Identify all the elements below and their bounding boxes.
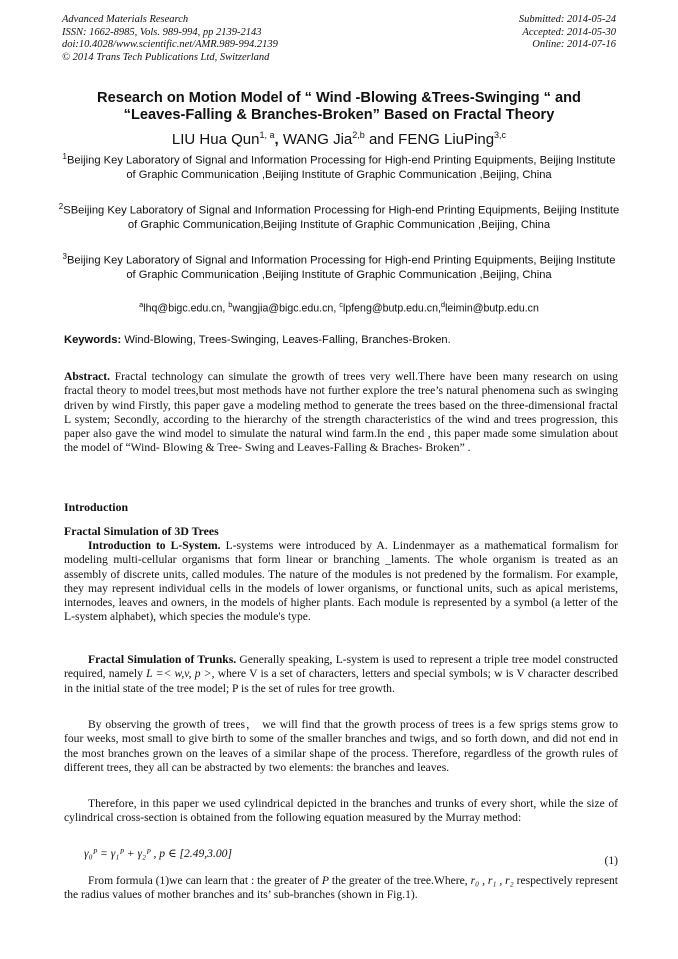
journal-name: Advanced Materials Research: [62, 14, 189, 25]
affiliation-1-text: Beijing Key Laboratory of Signal and Information Processing for High-end Printing Equipments, Beijing Institute of Graphic Communication ,Beijing Institute of Graphic Communication ,Beijing, China: [66, 154, 616, 182]
equation-number: (1): [604, 854, 618, 867]
author-list: LIU Hua Qun$^{1, a}$, WANG Jia$^{2,b}$ and FENG LiuPing$^{3,c}$: [171, 130, 507, 148]
email-d: leimin@butp.edu.cn: [445, 302, 539, 315]
author-2: WANG Jia: [282, 131, 353, 148]
submitted-date: Submitted: 2014-05-24: [518, 14, 616, 25]
author-1: LIU Hua Qun: [171, 131, 260, 148]
lsystem-text: L-systems were introduced by A. Lindenmayer as a mathematical formalism for modeling multi-cellular organisms that form linear or branching _laments. The whole organism is treated as an assembly of discrete units, called modules. The nature of the modules is not predened by the formalism. For example, they may represent individual cells in the models of lower organisms, or functional units, such as apical meristems, internodes, leaves and owners, in the models of higher plants. Each module is represented by a symbol (a letter of the L-system alphabet), which species the module's type.: [64, 539, 618, 624]
trunks-text-b: , where V is a set of characters, letters and special symbols; w is V character described in the initial state of the tree model; P is the set of rules for tree growth.: [64, 667, 618, 695]
affiliation-2-text: SBeijing Key Laboratory of Signal and Information Processing for High-end Printing Equipments, Beijing Institute of Graphic Communication,Beijing Institute of Graphic Communication ,Beijing, China: [63, 204, 620, 232]
keywords: [64, 334, 618, 346]
affiliation-3: [58, 250, 620, 282]
abstract-label: Abstract.: [64, 370, 111, 383]
email-c: lpfeng@butp.edu.cn,: [342, 302, 441, 315]
formula-r: r₀ , r₁ , r₂: [470, 874, 514, 887]
journal-info: [62, 14, 392, 64]
trunks-paragraph: [64, 653, 618, 696]
murray-paragraph: Therefore, in this paper we used cylindrical depicted in the branches and trunks of every short, while the size of cylindrical cross-section is obtained from the following equation measured by the Murray method:: [64, 797, 618, 825]
affiliation-2-sup: 2: [58, 202, 64, 211]
keywords-label: Keywords:: [64, 334, 122, 346]
online-date: Online: 2014-07-16: [532, 39, 616, 50]
copyright: © 2014 Trans Tech Publications Ltd, Switzerland: [62, 51, 270, 63]
affiliation-1: [58, 150, 620, 182]
growth-paragraph: By observing the growth of trees， we will find that the growth process of trees is a few sprigs stems grow to four weeks, most small to give birth to some of the smaller branches and twigs, and so forth down, and did not end in the most branches grown on the leaves of a similar shape of the process. Therefore, regardless of the growth rules of different trees, they all can be abstracted by two elements: the branches and leaves.: [64, 718, 618, 774]
author-1-sup: 1, a: [259, 130, 275, 140]
lsystem-paragraph: [64, 539, 618, 625]
and-word: and: [368, 131, 394, 148]
doi: doi:10.4028/www.scientific.net/AMR.989-994.2139: [62, 39, 278, 50]
email-list: $^a$lhq@bigc.edu.cn, $^b$wangjia@bigc.edu.cn, $^c$lpfeng@butp.edu.cn,$^d$leimin@butp.edu.cn: [139, 300, 539, 315]
affiliation-3-text: Beijing Key Laboratory of Signal and Information Processing for High-end Printing Equipments, Beijing Institute of Graphic Communication ,Beijing Institute of Graphic Communication ,Beijing, China: [66, 254, 616, 282]
author-3-sup: 3,c: [494, 130, 507, 140]
affiliation-2: [58, 200, 620, 232]
formula-text-a: From formula (1)we can learn that : the greater of: [88, 874, 319, 887]
formula-paragraph: [64, 874, 618, 903]
affiliation-3-sup: 3: [62, 252, 67, 261]
dates-info: [396, 14, 616, 52]
formula-text-c: respectively represent the radius values of mother branches and its’ sub-branches (shown in Fig.1).: [64, 874, 619, 902]
accepted-date: Accepted: 2014-05-30: [522, 26, 616, 38]
paper-title: [50, 90, 628, 124]
section-heading-fractal: Fractal Simulation of 3D Trees: [64, 524, 219, 538]
formula-p: P: [321, 874, 329, 887]
lsystem-formula: L =< w,v, p >: [146, 667, 212, 681]
abstract: [64, 370, 618, 456]
author-2-sup: 2,b: [352, 130, 365, 140]
abstract-text: Fractal technology can simulate the growth of trees very well.There have been many research on using fractal theory to model trees,but most methods have not further explore the tree’s natural phenomena such as swinging driven by wind Firstly, this paper gave a modeling method to generate the trees based on the three-dimensional fractal L system; Secondly, according to the hierarchy of the strength characteristics of the wind and trees progression, this paper also gave the wind model to simulate the natural wind farm.In the end , this paper made some simulation about the model of “Wind- Blowing & Tree- Swing and Leaves-Falling & Braches- Broken” .: [64, 370, 618, 455]
lsystem-label: Introduction to L-System.: [88, 539, 221, 552]
section-heading-introduction: Introduction: [64, 500, 129, 514]
email-a: lhq@bigc.edu.cn,: [143, 302, 226, 315]
title-line-2: “Leaves-Falling & Branches-Broken” Based on Fractal Theory: [123, 107, 555, 123]
issn: ISSN: 1662-8985, Vols. 989-994, pp 2139-2143: [62, 26, 262, 38]
keywords-text: Wind-Blowing, Trees-Swinging, Leaves-Falling, Branches-Broken.: [124, 334, 451, 346]
formula-text-b: the greater of the tree.Where,: [331, 874, 468, 887]
trunks-text-a: Generally speaking, L-system is used to represent a triple tree model constructed required, namely: [64, 653, 618, 681]
email-b: wangjia@bigc.edu.cn,: [232, 302, 337, 315]
trunks-label: Fractal Simulation of Trunks.: [88, 653, 237, 666]
title-line-1: Research on Motion Model of “ Wind -Blowing &Trees-Swinging “ and: [97, 90, 581, 106]
equation-1: [64, 846, 618, 867]
equation-text: γ₀ᴾ = γ₁ᴾ + γ₂ᴾ , p ∈ [2.49,3.00]: [84, 847, 232, 860]
author-3: FENG LiuPing: [398, 131, 495, 148]
affiliation-1-sup: 1: [62, 152, 67, 161]
